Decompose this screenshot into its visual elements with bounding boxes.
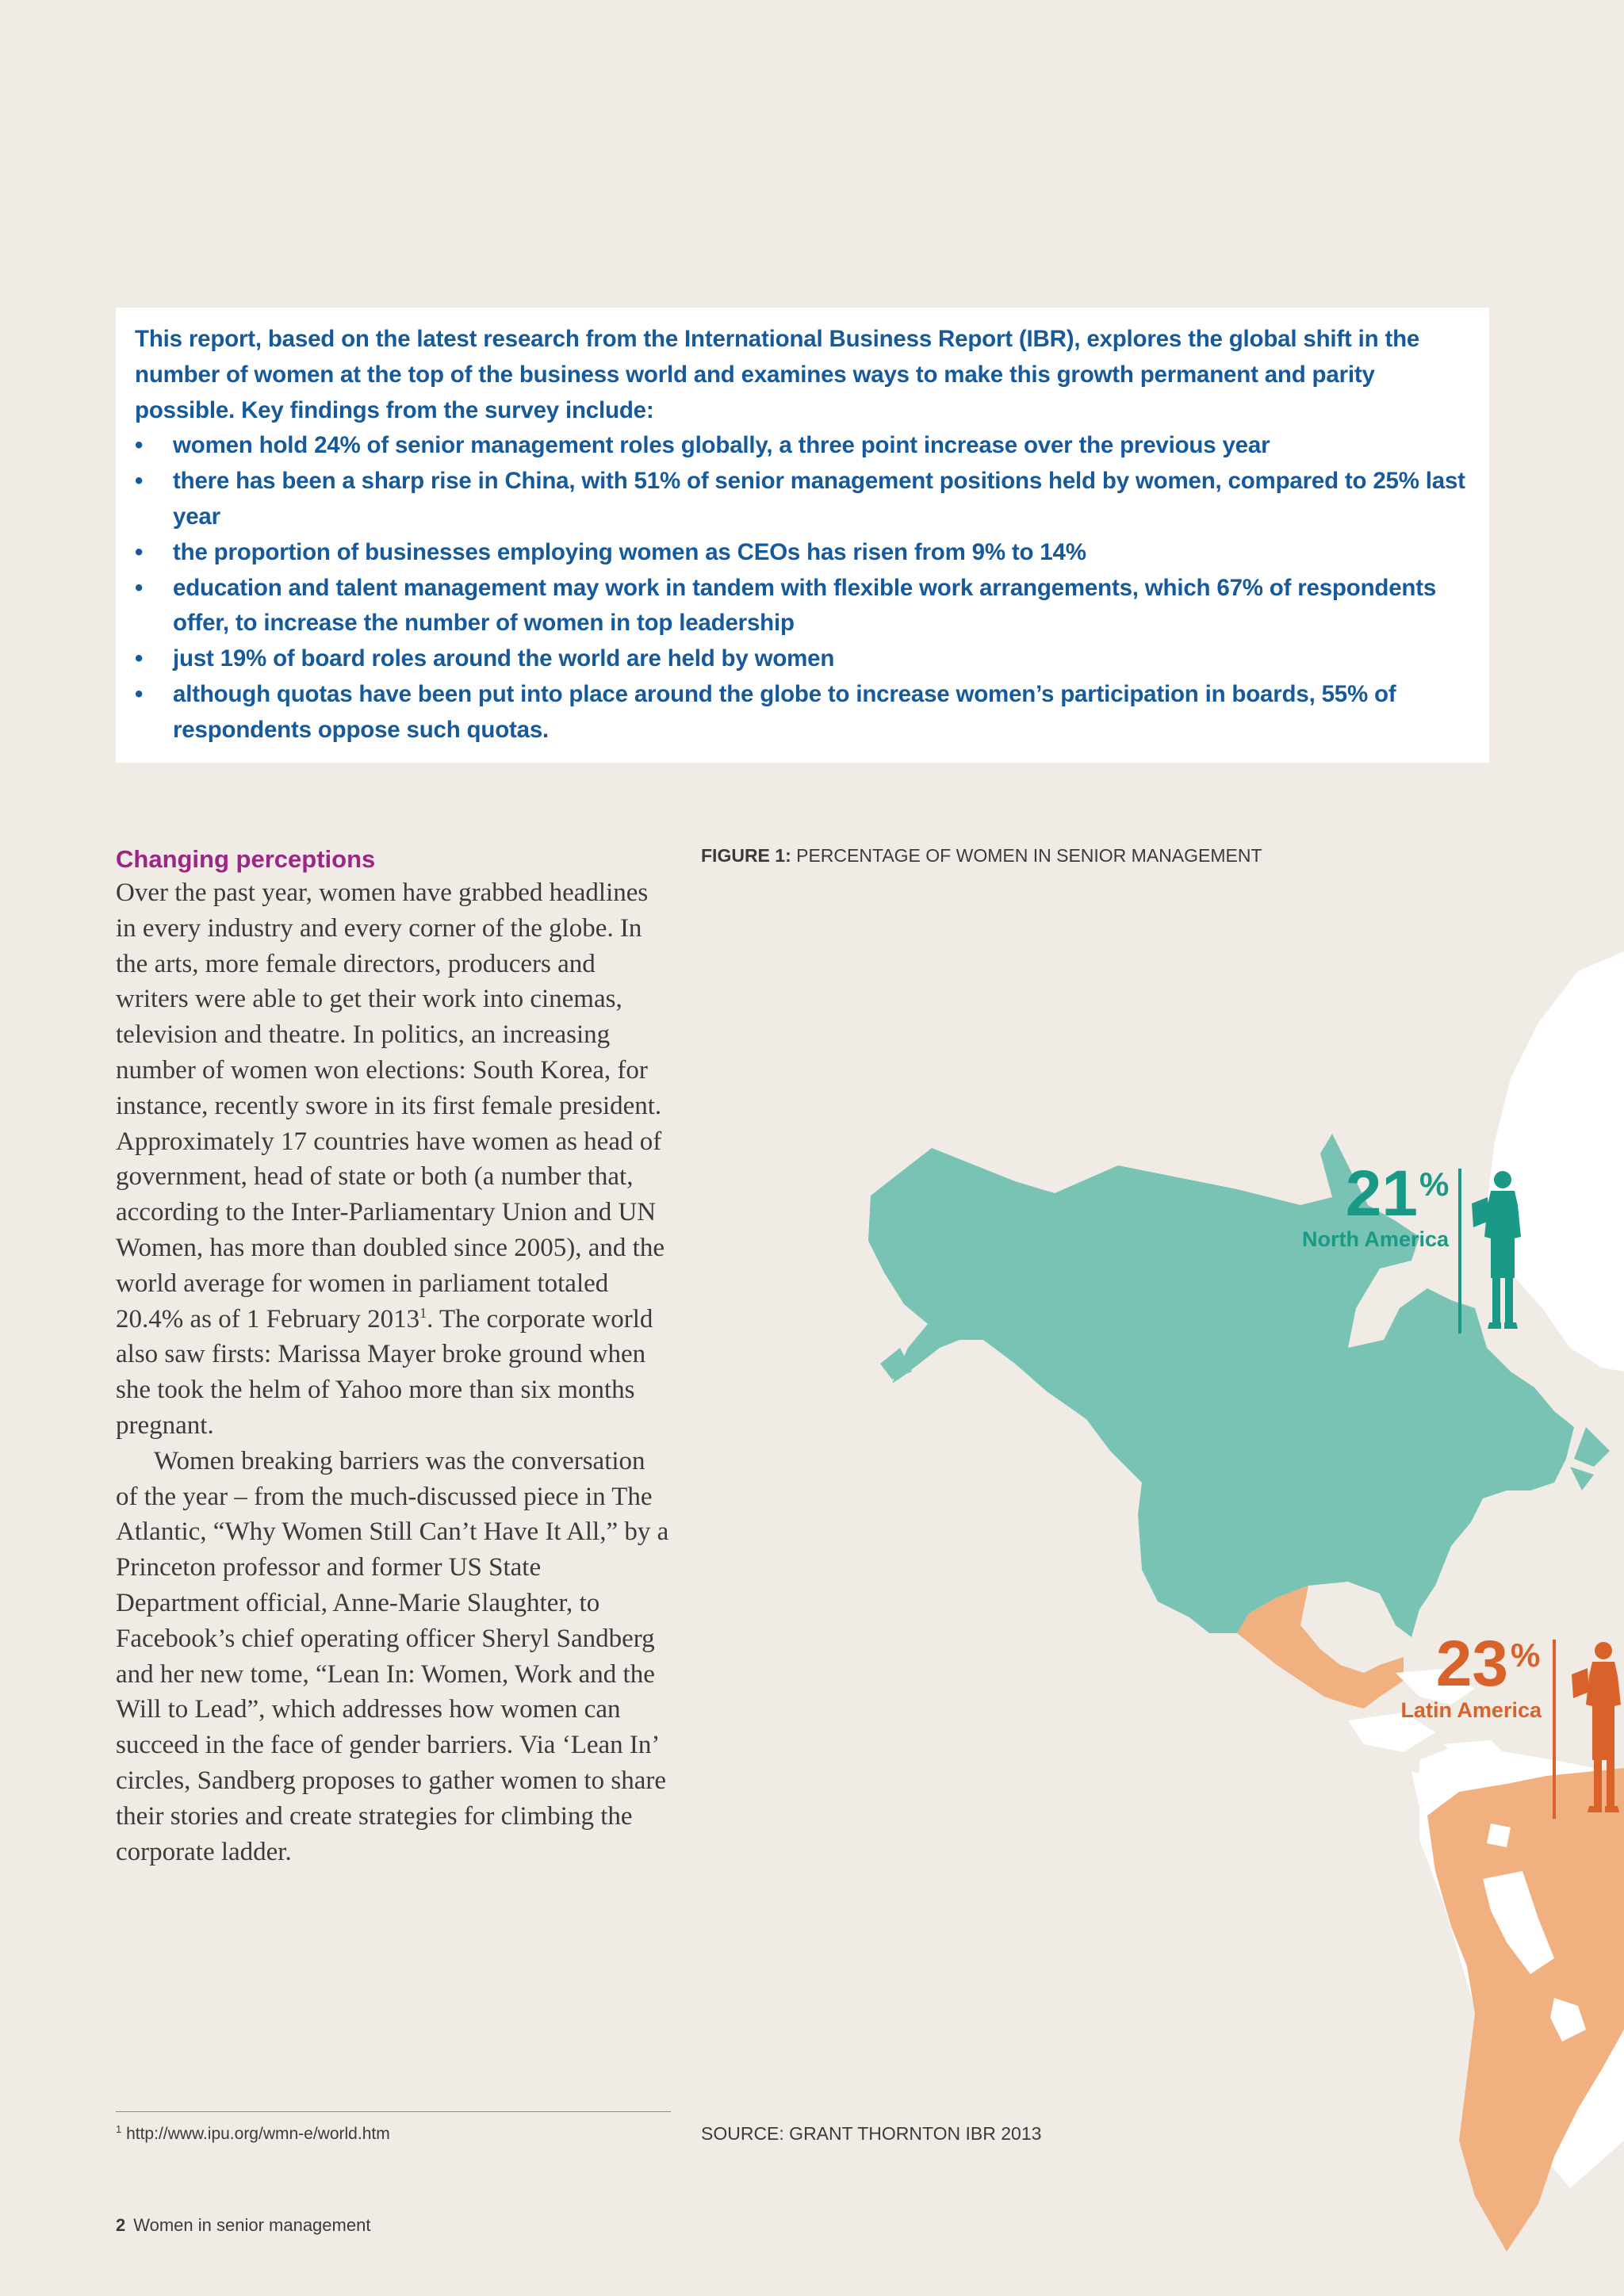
- section-heading: Changing perceptions: [116, 845, 376, 873]
- north-america-bar: [1458, 1169, 1461, 1334]
- summary-intro: This report, based on the latest research from the International Business Report (IBR), explores the global shift in the number of women at the top of the business world and examines ways to make this growth permanent and parity possible. Key findings from the survey include:: [135, 326, 1420, 423]
- island-shape: [1574, 1427, 1610, 1467]
- page-number: 2: [116, 2215, 126, 2235]
- latin-america-percent-value: 23: [1435, 1628, 1508, 1700]
- bullet: •: [135, 680, 144, 707]
- article-body: [116, 875, 671, 1869]
- footnote-divider: [116, 2111, 671, 2112]
- footnote-marker: 1: [419, 1304, 427, 1321]
- article-paragraph: [116, 875, 671, 1444]
- figure-title: PERCENTAGE OF WOMEN IN SENIOR MANAGEMENT: [796, 845, 1262, 866]
- finding-text: education and talent management may work in tandem with flexible work arrangements, which 67% of respondents offer, to increase the number of women in top leadership: [173, 574, 1437, 637]
- figure-label: FIGURE 1:: [701, 845, 791, 866]
- footnote-link: http://www.ipu.org/wmn-e/world.htm: [126, 2125, 390, 2143]
- figure-caption: [701, 845, 1262, 867]
- bullet: •: [135, 574, 144, 601]
- finding-text: there has been a sharp rise in China, with 51% of senior management positions held by women, compared to 25% last year: [173, 468, 1465, 530]
- island-shape: [1570, 1467, 1594, 1490]
- north-america-percent-value: 21: [1345, 1158, 1418, 1230]
- page-footer: [116, 2215, 370, 2236]
- bullet: •: [135, 538, 144, 565]
- latin-america-percent-unit: %: [1511, 1636, 1541, 1674]
- article-paragraph: Women breaking barriers was the conversation of the year – from the much-discussed piece in The Atlantic, “Why Women Still Can’t Have It All,” by a Princeton professor and former US State Department official, Anne-Marie Slaughter, to Facebook’s chief operating officer Sheryl Sandberg and her new tome, “Lean In: Women, Work and the Will to Lead”, which addresses how women can succeed in the face of gender barriers. Via ‘Lean In’ circles, Sandberg proposes to gather women to share their stories and create strategies for climbing the corporate ladder.: [116, 1446, 669, 1866]
- latin-america-label: Latin America: [1400, 1698, 1542, 1722]
- footnote-number: 1: [116, 2123, 122, 2135]
- latin-america-bar: [1553, 1640, 1556, 1819]
- paragraph-text: . The corporate world also saw firsts: Marissa Mayer broke ground when she took the helm of Yahoo more than six months pregnant.: [116, 1304, 653, 1440]
- land-gap-shape: [1487, 1823, 1511, 1847]
- north-america-label: North America: [1301, 1227, 1449, 1251]
- north-america-shape: [868, 1134, 1574, 1637]
- north-america-percent-unit: %: [1419, 1165, 1450, 1203]
- bullet: •: [135, 468, 144, 495]
- finding-text: just 19% of board roles around the world are held by women: [173, 645, 835, 672]
- finding-text: the proportion of businesses employing women as CEOs has risen from 9% to 14%: [173, 538, 1086, 565]
- businesswoman-icon: [1472, 1171, 1521, 1329]
- footnote: [116, 2123, 390, 2144]
- finding-text: women hold 24% of senior management roles globally, a three point increase over the previous year: [173, 432, 1270, 459]
- south-america-shape: [1427, 1768, 1624, 2252]
- bullet: •: [135, 432, 144, 459]
- paragraph-text: Over the past year, women have grabbed headlines in every industry and every corner of the globe. In the arts, more female directors, producers and writers were able to get their work into cinemas, television and theatre. In politics, an increasing number of women won elections: South Korea, for instance, recently swore in its first female president. Approximately 17 countries have women as head of government, head of state or both (a number that, according to the Inter-Parliamentary Union and UN Women, has more than doubled since 2005), and the world average for women in parliament totaled 20.4% as of 1 February 2013: [116, 878, 665, 1334]
- publication-title: Women in senior management: [133, 2215, 371, 2235]
- figure-source: SOURCE: GRANT THORNTON IBR 2013: [701, 2123, 1042, 2144]
- finding-text: although quotas have been put into place around the globe to increase women’s participation in boards, 55% of respondents oppose such quotas.: [173, 680, 1396, 743]
- bullet: •: [135, 645, 144, 672]
